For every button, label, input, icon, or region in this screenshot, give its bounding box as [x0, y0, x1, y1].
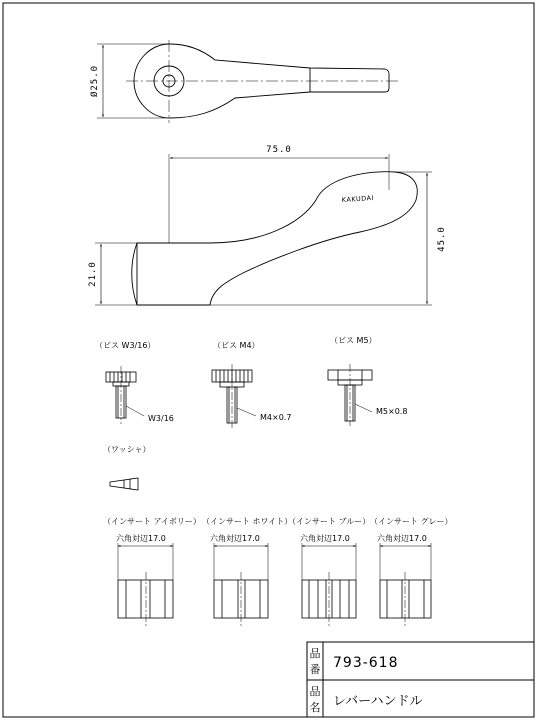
screw-m4-size: M4×0.7: [260, 413, 292, 422]
sheet-border: [3, 3, 534, 717]
top-view: [97, 40, 398, 123]
part-no-key-1: 品: [309, 647, 321, 660]
insert-blue: [302, 543, 356, 628]
insert-white-caption: （インサート ホワイト）: [202, 517, 293, 526]
length-dimension: 75.0: [266, 145, 292, 155]
name-key-1: 品: [309, 685, 321, 698]
side-view: [95, 154, 432, 305]
base-height-dimension: 21.0: [88, 261, 98, 287]
insert-white: [214, 543, 268, 628]
part-name: レバーハンドル: [333, 694, 423, 709]
screw-m5-caption: （ビス M5）: [330, 336, 377, 345]
insert-grey: [380, 543, 431, 628]
insert-grey-caption: （インサート グレー）: [370, 517, 453, 526]
diameter-dimension: Ø25.0: [90, 64, 100, 98]
part-no-key-2: 番: [309, 663, 321, 676]
screw-m5: [328, 364, 372, 426]
screw-w316: [106, 366, 144, 424]
insert-blue-dim: 六角対辺17.0: [300, 534, 350, 543]
name-key-2: 名: [309, 701, 321, 714]
insert-ivory-caption: （インサート アイボリー）: [103, 517, 201, 526]
screw-m4: [212, 364, 256, 428]
screw-w316-caption: （ビス W3/16）: [95, 341, 156, 350]
insert-white-dim: 六角対辺17.0: [210, 534, 260, 543]
brand-logo: KAKUDAI: [341, 193, 375, 205]
insert-ivory: [118, 543, 173, 628]
screw-w316-size: W3/16: [148, 414, 174, 423]
screw-m5-size: M5×0.8: [376, 407, 408, 416]
height-dimension: 45.0: [437, 226, 447, 252]
washer-caption: （ワッシャ）: [103, 445, 151, 454]
part-number: 793-618: [333, 655, 399, 671]
insert-blue-caption: （インサート ブルー）: [288, 517, 371, 526]
insert-grey-dim: 六角対辺17.0: [377, 534, 427, 543]
screw-m4-caption: （ビス M4）: [213, 341, 260, 350]
insert-ivory-dim: 六角対辺17.0: [116, 534, 166, 543]
washer: [110, 478, 138, 490]
